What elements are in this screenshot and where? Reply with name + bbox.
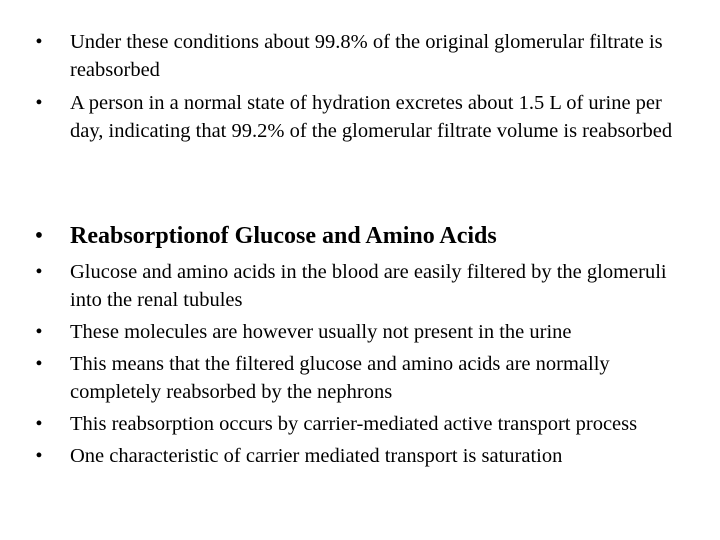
list-item-text: Glucose and amino acids in the blood are easily filtered by the glomeruli into the renal tubules — [70, 261, 667, 311]
list-item — [0, 89, 720, 145]
list-item-text: Under these conditions about 99.8% of the original glomerular filtrate is reabsorbed — [70, 31, 663, 81]
section-heading-list — [0, 220, 720, 252]
list-item-text: A person in a normal state of hydration excretes about 1.5 L of urine per day, indicating that 99.2% of the glomerular filtrate volume is reabsorbed — [70, 92, 673, 142]
list-item — [0, 258, 720, 314]
list-item — [0, 410, 720, 438]
bullet-icon: • — [35, 445, 43, 467]
bullet-icon: • — [35, 321, 43, 343]
list-item — [0, 350, 720, 406]
section-heading-text: Reabsorptionof Glucose and Amino Acids — [70, 223, 497, 249]
list-item — [0, 442, 720, 470]
bullet-icon: • — [35, 261, 43, 283]
list-item-text: This means that the filtered glucose and amino acids are normally completely reabsorbed by the nephrons — [70, 353, 610, 403]
bullet-icon: • — [35, 92, 43, 114]
list-item — [0, 318, 720, 346]
list-item — [0, 28, 720, 84]
bullet-icon: • — [35, 353, 43, 375]
list-item-text: One characteristic of carrier mediated transport is saturation — [70, 445, 563, 467]
bullet-icon: • — [35, 413, 43, 435]
list-item-text: This reabsorption occurs by carrier-mediated active transport process — [70, 413, 638, 435]
bullet-list-glucose — [0, 258, 720, 470]
section-heading — [0, 220, 720, 252]
bullet-icon: • — [35, 31, 43, 53]
list-item-text: These molecules are however usually not present in the urine — [70, 321, 572, 343]
bullet-icon: • — [34, 223, 44, 249]
bullet-list-hydration — [0, 28, 720, 145]
